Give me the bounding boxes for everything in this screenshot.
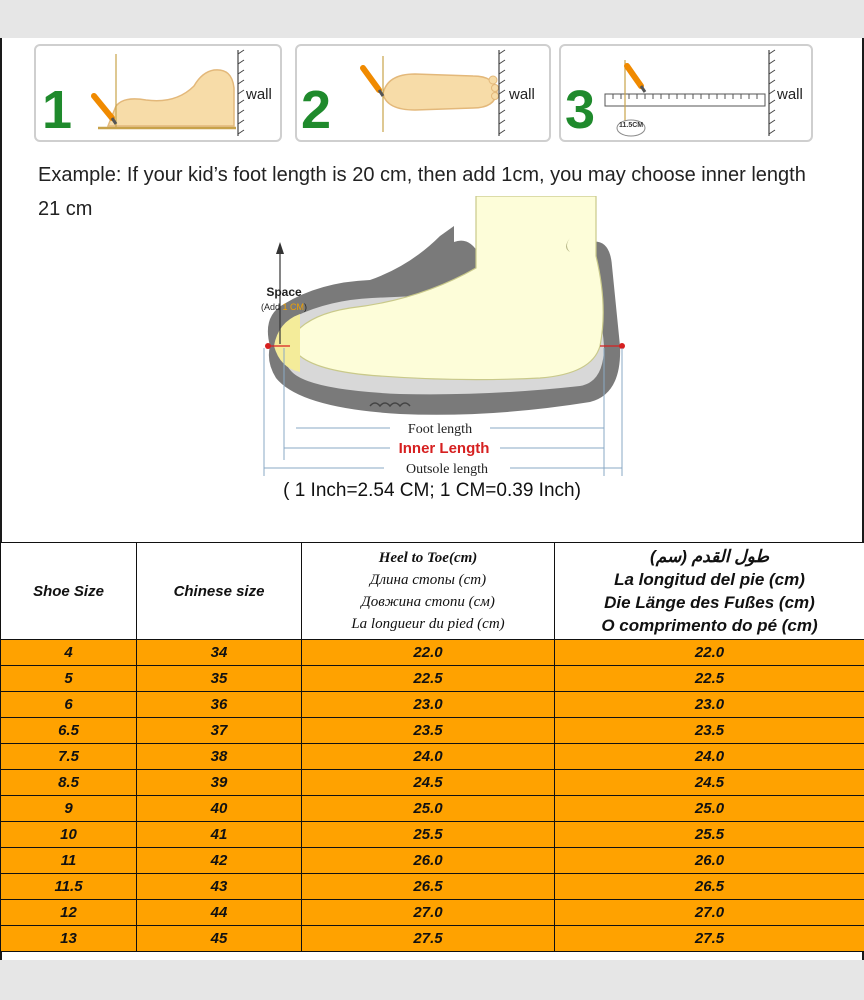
table-row [1, 796, 864, 822]
step-1-illustration [36, 46, 280, 140]
step-number: 2 [301, 80, 332, 140]
step-3-panel [559, 44, 813, 142]
cell-chinese-size: 35 [137, 666, 302, 692]
cell-shoe-size: 11.5 [1, 874, 137, 900]
wall-label: wall [246, 86, 272, 103]
cell-heel-to-toe: 27.0 [302, 900, 555, 926]
cell-foot-length: 22.0 [555, 640, 864, 666]
cell-shoe-size: 5 [1, 666, 137, 692]
table-row [1, 692, 864, 718]
table-row [1, 640, 864, 666]
cell-foot-length: 23.0 [555, 692, 864, 718]
space-add-label: (Add 1 CM) [260, 302, 308, 312]
cell-shoe-size: 4 [1, 640, 137, 666]
cell-chinese-size: 34 [137, 640, 302, 666]
arrow-up-icon [276, 242, 284, 254]
cell-shoe-size: 8.5 [1, 770, 137, 796]
cell-chinese-size: 39 [137, 770, 302, 796]
cell-heel-to-toe: 26.5 [302, 874, 555, 900]
example-text: Example: If your kid’s foot length is 20 cm, then add 1cm, you may choose inner length 21 cm [38, 164, 806, 220]
shoe-diagram-icon [240, 196, 640, 476]
cell-heel-to-toe: 24.5 [302, 770, 555, 796]
table-row [1, 926, 864, 952]
cell-heel-to-toe: 26.0 [302, 848, 555, 874]
header-foot-length: (طول القدم (سم La longitud del pie (cm) Die Länge des Fußes (cm) O comprimento do pé (cm) [555, 543, 864, 640]
table-row [1, 900, 864, 926]
foot-side-icon [108, 70, 234, 126]
table-row [1, 666, 864, 692]
foot-length-label: Foot length [407, 422, 473, 437]
cell-foot-length: 24.5 [555, 770, 864, 796]
table-header-row [1, 543, 864, 640]
wall-icon [499, 50, 505, 136]
cell-heel-to-toe: 22.0 [302, 640, 555, 666]
cell-heel-to-toe: 23.5 [302, 718, 555, 744]
table-row [1, 874, 864, 900]
cell-chinese-size: 36 [137, 692, 302, 718]
header-heel-to-toe: Heel to Toe(cm) Длина стопы (cm) Довжина стопи (см) La longueur du pied (cm) [302, 543, 555, 640]
size-table [0, 542, 864, 952]
cell-foot-length: 22.5 [555, 666, 864, 692]
step-3-illustration [561, 46, 811, 140]
size-guide-sheet [0, 38, 864, 960]
cell-chinese-size: 38 [137, 744, 302, 770]
cell-heel-to-toe: 23.0 [302, 692, 555, 718]
step-2-panel [295, 44, 551, 142]
cell-foot-length: 25.5 [555, 822, 864, 848]
outsole-length-label: Outsole length [405, 462, 489, 476]
pencil-icon [627, 66, 645, 92]
table-row [1, 770, 864, 796]
cell-heel-to-toe: 22.5 [302, 666, 555, 692]
cell-chinese-size: 45 [137, 926, 302, 952]
ruler-icon [605, 94, 765, 106]
cell-shoe-size: 12 [1, 900, 137, 926]
cell-foot-length: 23.5 [555, 718, 864, 744]
cell-shoe-size: 10 [1, 822, 137, 848]
inner-length-label: Inner Length [398, 440, 490, 457]
cell-chinese-size: 41 [137, 822, 302, 848]
foot-top-icon [383, 74, 499, 110]
size-table-body [1, 640, 864, 952]
cell-heel-to-toe: 25.0 [302, 796, 555, 822]
cell-chinese-size: 37 [137, 718, 302, 744]
space-label: Space [266, 285, 302, 299]
header-chinese-size: Chinese size [137, 543, 302, 640]
conversion-note: ( 1 Inch=2.54 CM; 1 CM=0.39 Inch) [283, 480, 581, 501]
cell-foot-length: 27.0 [555, 900, 864, 926]
table-row [1, 744, 864, 770]
cell-shoe-size: 13 [1, 926, 137, 952]
table-row [1, 718, 864, 744]
wall-icon [769, 50, 775, 136]
cell-chinese-size: 42 [137, 848, 302, 874]
cell-heel-to-toe: 24.0 [302, 744, 555, 770]
cell-foot-length: 27.5 [555, 926, 864, 952]
header-shoe-size: Shoe Size [1, 543, 137, 640]
cell-chinese-size: 44 [137, 900, 302, 926]
cell-foot-length: 26.0 [555, 848, 864, 874]
wall-icon [238, 50, 244, 136]
cell-shoe-size: 7.5 [1, 744, 137, 770]
wall-label: wall [509, 86, 535, 103]
pencil-icon [363, 68, 383, 96]
cell-shoe-size: 11 [1, 848, 137, 874]
table-row [1, 822, 864, 848]
pencil-icon [94, 96, 116, 124]
cell-shoe-size: 6 [1, 692, 137, 718]
step-number: 1 [42, 80, 73, 140]
step-number: 3 [565, 80, 596, 140]
cell-heel-to-toe: 25.5 [302, 822, 555, 848]
cell-heel-to-toe: 27.5 [302, 926, 555, 952]
cell-foot-length: 26.5 [555, 874, 864, 900]
cell-chinese-size: 43 [137, 874, 302, 900]
cell-shoe-size: 6.5 [1, 718, 137, 744]
ruler-badge: 11.5CM [619, 122, 644, 129]
cell-shoe-size: 9 [1, 796, 137, 822]
wall-label: wall [777, 86, 803, 103]
cell-foot-length: 25.0 [555, 796, 864, 822]
cell-foot-length: 24.0 [555, 744, 864, 770]
table-row [1, 848, 864, 874]
step-1-panel [34, 44, 282, 142]
cell-chinese-size: 40 [137, 796, 302, 822]
